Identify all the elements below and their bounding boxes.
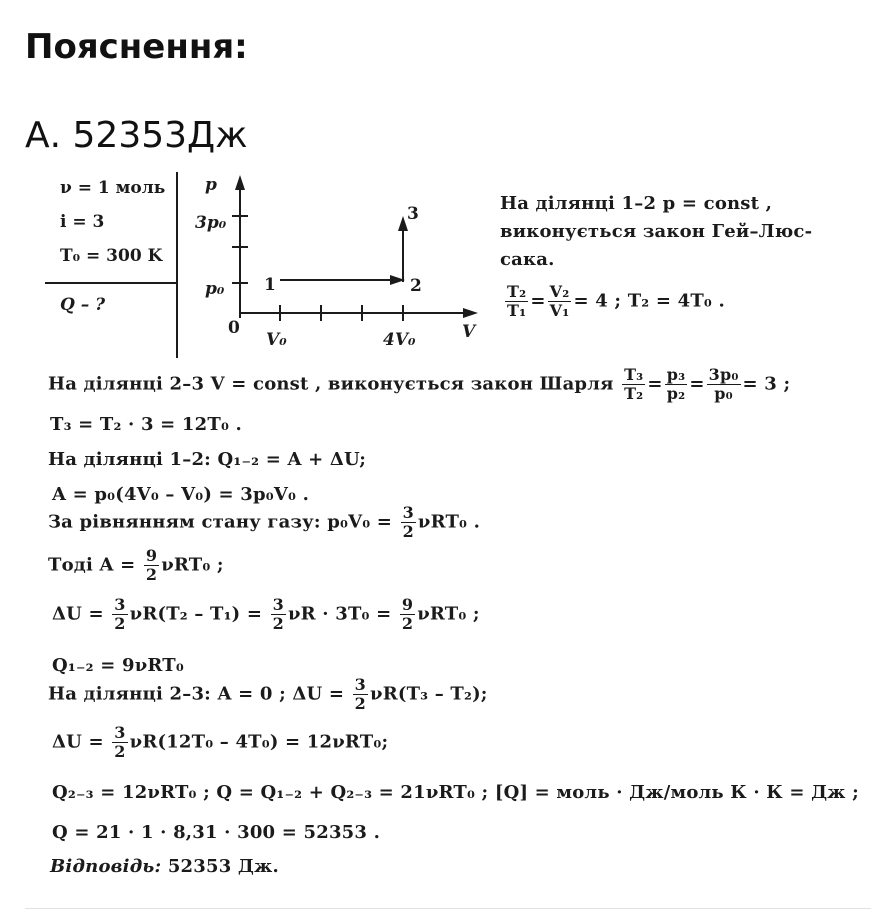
gay-lussac-equation: $\frac{\text{T₂}}{\text{T₁}}$ = $\frac{\text{V₂}}{\text{V₁}}$ = 4 ; T₂ = 4T₀ . [507,282,725,320]
tick-label-3p0: 3p₀ [195,213,227,233]
solution-line-7: ΔU = $\frac{3}{2}$ νR(T₂ – T₁) = $\frac{3}{2}$ νR · 3T₀ = $\frac{9}{2}$ νRT₀ ; [52,595,480,633]
solution-line-9: На ділянці 2–3: A = 0 ; ΔU = $\frac{3}{2}$ νR(T₃ – T₂); [48,675,488,713]
fraction: $\frac{\text{3p₀}}{\text{p₀}}$ [708,365,739,403]
point-label-1: 1 [264,275,276,295]
fraction: $\frac{3}{2}$ [114,723,126,761]
given-find: Q – ? [60,295,106,315]
fraction: $\frac{3}{2}$ [402,503,414,541]
fraction: $\frac{\text{V₂}}{\text{V₁}}$ [549,282,570,320]
fraction: $\frac{\text{T₃}}{\text{T₂}}$ [624,365,644,403]
side-text-line-2: виконується закон Гей–Люс- [500,221,813,242]
v-axis-arrow [463,308,478,318]
solution-line-2: T₃ = T₂ · 3 = 12T₀ . [50,414,242,435]
given-amount: ν = 1 моль [60,178,166,198]
fraction: $\frac{3}{2}$ [114,595,126,633]
p-axis-arrow [235,175,245,190]
solution-line-10: ΔU = $\frac{3}{2}$ νR(12T₀ – 4T₀) = 12νRT₀; [52,723,389,761]
fraction: $\frac{\text{p₃}}{\text{p₂}}$ [666,365,686,403]
solution-line-12: Q = 21 · 1 · 8,31 · 300 = 52353 . [52,822,381,843]
point-label-2: 2 [410,276,422,296]
solution-line-4: A = p₀(4V₀ – V₀) = 3p₀V₀ . [52,484,310,505]
section-heading: Пояснення: [25,27,248,67]
solution-line-8: Q₁₋₂ = 9νRT₀ [52,655,184,676]
point-label-3: 3 [407,204,419,224]
fraction: $\frac{9}{2}$ [401,595,414,633]
axis-label-v: V [462,322,476,342]
fraction: $\frac{3}{2}$ [272,595,284,633]
tick-label-p0: p₀ [205,279,225,299]
origin-label: 0 [228,318,240,338]
solution-line-5: За рівнянням стану газу: p₀V₀ = $\frac{3}{2}$ νRT₀ . [48,503,481,541]
tick-label-4v0: 4V₀ [383,330,416,350]
solution-line-1: На ділянці 2–3 V = const , виконується закон Шарля $\frac{\text{T₃}}{\text{T₂}}$ = $\frac{\text{p₃}}{\text{p₂}}$ = $\frac{\text{3p₀}}{\text{p₀}}$ = 3 ; [48,365,791,403]
side-text-line-1: На ділянці 1–2 p = const , [500,193,773,214]
tick-label-v0: V₀ [266,330,287,350]
solution-line-3: На ділянці 1–2: Q₁₋₂ = A + ΔU; [48,449,367,470]
side-text-line-3: сака. [500,249,555,270]
solution-line-11: Q₂₋₃ = 12νRT₀ ; Q = Q₁₋₂ + Q₂₋₃ = 21νRT₀ ; [Q] = моль · Дж/моль К · К = Дж ; [52,782,859,803]
axis-label-p: p [205,175,217,195]
given-degrees-freedom: i = 3 [60,212,105,232]
fraction: $\frac{3}{2}$ [354,675,367,713]
bottom-divider [25,908,871,909]
given-temperature: T₀ = 300 K [60,246,163,266]
answer-option: А. 52353Дж [25,115,248,156]
solution-final-answer: Відповідь: 52353 Дж. [50,856,279,877]
fraction: $\frac{9}{2}$ [145,546,158,584]
solution-line-6: Тоді A = $\frac{9}{2}$ νRT₀ ; [48,546,224,584]
fraction: $\frac{\text{T₂}}{\text{T₁}}$ [507,282,527,320]
